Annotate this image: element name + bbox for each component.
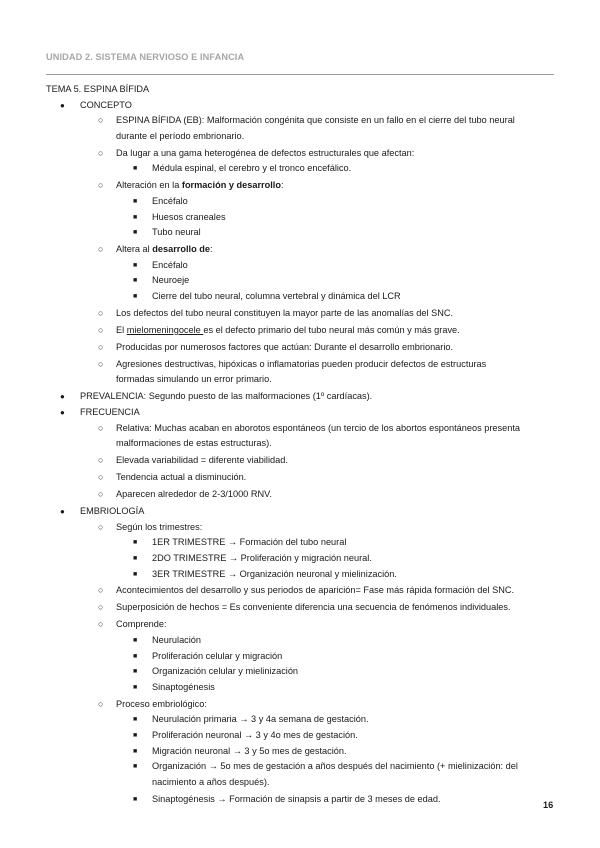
list-item: ○ Comprende:: [0, 617, 600, 633]
list-item: ■ Migración neuronal → 3 y 5o mes de gestación.: [0, 744, 600, 760]
list-item: ○ Alteración en la formación y desarrollo:: [0, 178, 600, 194]
hollow-circle-bullet-icon: ○: [98, 115, 104, 126]
list-item: ○ Da lugar a una gama heterogénea de defectos estructurales que afectan:: [0, 146, 600, 162]
list-item: ■ Sinaptogénesis → Formación de sinapsis a partir de 3 meses de edad.: [0, 792, 600, 808]
filled-circle-bullet-icon: ●: [60, 408, 65, 417]
hollow-circle-bullet-icon: ○: [98, 307, 104, 318]
list-item: ■ 1ER TRIMESTRE → Formación del tubo neural: [0, 535, 600, 551]
list-item: ○ Producidas por numerosos factores que actúan: Durante el desarrollo embrionario.: [0, 340, 600, 356]
filled-circle-bullet-icon: ●: [60, 100, 65, 110]
hollow-circle-bullet-icon: ○: [98, 358, 104, 369]
list-item: ■ Proliferación celular y migración: [0, 649, 600, 665]
square-bullet-icon: ■: [133, 554, 138, 562]
list-item: ○ El mielomeningocele es el defecto primario del tubo neural más común y más grave.: [0, 323, 600, 339]
list-item: ○ Altera al desarrollo de:: [0, 242, 600, 258]
list-item: ■ Organización celular y mielinización: [0, 664, 600, 680]
page-number: 16: [543, 800, 554, 810]
section-embriologia: ● EMBRIOLOGÍA: [0, 504, 600, 520]
square-bullet-icon: ■: [133, 795, 138, 803]
list-item: ■ Médula espinal, el cerebro y el tronco encefálico.: [0, 161, 600, 177]
hollow-circle-bullet-icon: ○: [98, 324, 104, 335]
list-item: ■ Sinaptogénesis: [0, 680, 600, 696]
list-item: ■ Organización → 5o mes de gestación a años después del nacimiento (+ mielinización: del: [0, 759, 600, 775]
list-item-continuation: durante el período embrionario.: [116, 130, 245, 141]
header-divider: [46, 74, 554, 75]
square-bullet-icon: ■: [133, 197, 138, 205]
hollow-circle-bullet-icon: ○: [98, 698, 104, 709]
square-bullet-icon: ■: [133, 570, 138, 578]
list-item-continuation: formadas simulando un error primario.: [116, 374, 272, 385]
list-item-continuation: nacimiento a años después).: [152, 776, 270, 787]
list-item: ■ Encéfalo: [0, 194, 600, 210]
hollow-circle-bullet-icon: ○: [98, 472, 104, 483]
square-bullet-icon: ■: [133, 292, 138, 300]
list-item: ■ Neuroeje: [0, 273, 600, 289]
section-concepto: ● CONCEPTO: [0, 98, 600, 114]
unit-header: UNIDAD 2. SISTEMA NERVIOSO E INFANCIA: [46, 52, 245, 62]
square-bullet-icon: ■: [133, 539, 138, 547]
list-item: ○ Acontecimientos del desarrollo y sus periodos de aparición= Fase más rápida formación del SNC.: [0, 583, 600, 599]
list-item: ○ Superposición de hechos = Es conveniente diferencia una secuencia de fenómenos individuales.: [0, 600, 600, 616]
square-bullet-icon: ■: [133, 637, 138, 645]
hollow-circle-bullet-icon: ○: [98, 602, 104, 613]
square-bullet-icon: ■: [133, 732, 138, 739]
list-item: ○ Tendencia actual a disminución.: [0, 470, 600, 486]
list-item: ○ Elevada variabilidad = diferente viabilidad.: [0, 453, 600, 469]
topic-title: TEMA 5. ESPINA BÍFIDA: [46, 84, 150, 94]
section-prevalencia: ● PREVALENCIA: Segundo puesto de las malformaciones (1º cardíacas).: [0, 389, 600, 405]
hollow-circle-bullet-icon: ○: [98, 147, 104, 158]
square-bullet-icon: ■: [133, 763, 138, 771]
list-item: ○ Los defectos del tubo neural constituyen la mayor parte de las anomalías del SNC.: [0, 306, 600, 322]
square-bullet-icon: ■: [133, 652, 138, 660]
square-bullet-icon: ■: [133, 716, 138, 724]
list-item: ■ Encéfalo: [0, 258, 600, 274]
square-bullet-icon: ■: [133, 229, 138, 237]
hollow-circle-bullet-icon: ○: [98, 180, 104, 191]
hollow-circle-bullet-icon: ○: [98, 341, 104, 352]
filled-circle-bullet-icon: ●: [60, 507, 65, 517]
list-item: ■ Cierre del tubo neural, columna vertebral y dinámica del LCR: [0, 289, 600, 305]
hollow-circle-bullet-icon: ○: [98, 585, 104, 596]
square-bullet-icon: ■: [133, 668, 138, 676]
square-bullet-icon: ■: [133, 277, 138, 285]
square-bullet-icon: ■: [133, 213, 138, 221]
square-bullet-icon: ■: [133, 747, 138, 755]
list-item: ○ Aparecen alrededor de 2-3/1000 RNV.: [0, 487, 600, 503]
list-item: ■ 3ER TRIMESTRE → Organización neuronal y mielinización.: [0, 567, 600, 583]
list-item: ■ Proliferación neuronal → 3 y 4o mes de gestación.: [0, 728, 600, 744]
list-item: ○ Proceso embriológico:: [0, 697, 600, 713]
filled-circle-bullet-icon: ●: [60, 392, 65, 402]
document-body: [0, 82, 600, 807]
list-item: ○ Agresiones destructivas, hipóxicas o inflamatorias pueden producir defectos de estructuras: [0, 357, 600, 373]
list-item: ■ Neurulación: [0, 633, 600, 649]
list-item: ■ Huesos craneales: [0, 210, 600, 226]
hollow-circle-bullet-icon: ○: [98, 244, 104, 255]
square-bullet-icon: ■: [133, 261, 138, 269]
hollow-circle-bullet-icon: ○: [98, 455, 104, 466]
hollow-circle-bullet-icon: ○: [98, 422, 104, 433]
square-bullet-icon: ■: [133, 165, 138, 173]
list-item: ■ Tubo neural: [0, 225, 600, 241]
list-item-continuation: malformaciones de estas estructuras).: [116, 438, 272, 449]
hollow-circle-bullet-icon: ○: [98, 521, 104, 532]
square-bullet-icon: ■: [133, 683, 138, 691]
list-item: ○ Según los trimestres:: [0, 520, 600, 536]
hollow-circle-bullet-icon: ○: [98, 619, 104, 630]
list-item: ○ ESPINA BÍFIDA (EB): Malformación congénita que consiste en un fallo en el cierre del tubo neural: [0, 113, 600, 129]
section-frecuencia: ● FRECUENCIA: [0, 405, 600, 421]
list-item: ■ Neurulación primaria → 3 y 4a semana de gestación.: [0, 712, 600, 728]
hollow-circle-bullet-icon: ○: [98, 489, 104, 500]
list-item: ■ 2DO TRIMESTRE → Proliferación y migración neural.: [0, 551, 600, 567]
list-item: ○ Relativa: Muchas acaban en aborotos espontáneos (un tercio de los abortos espontáneos presenta: [0, 421, 600, 437]
